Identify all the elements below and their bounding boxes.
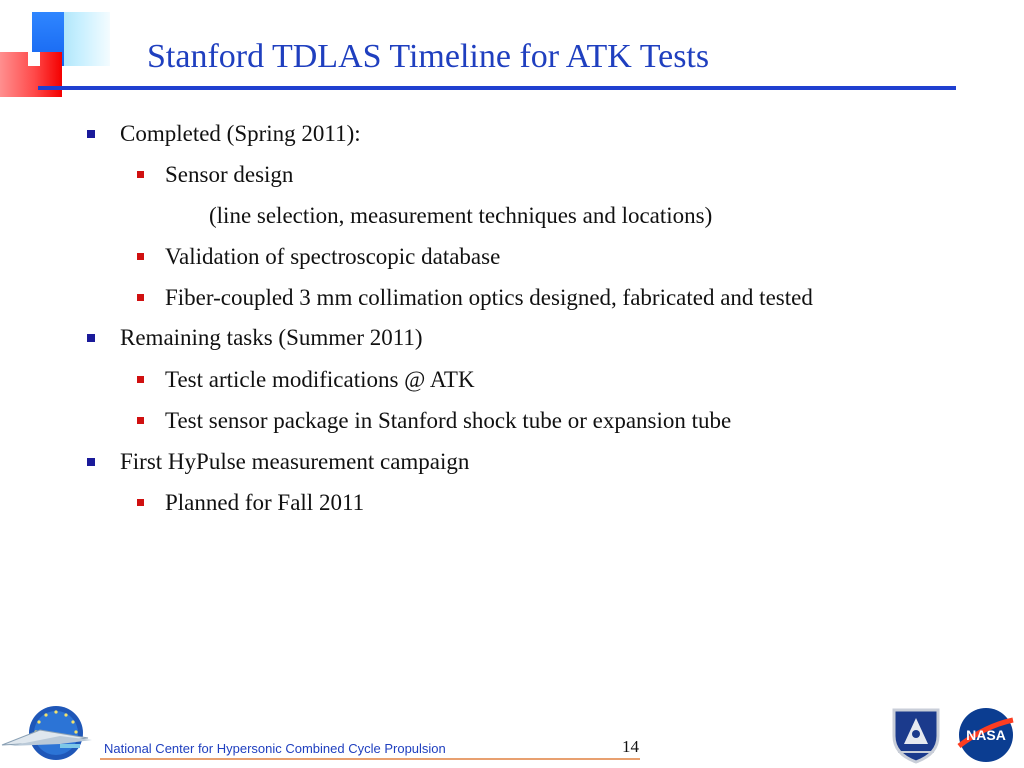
bullet-item: [165, 162, 293, 188]
bullet-text: Remaining tasks (Summer 2011): [120, 325, 423, 350]
bullet-item: [120, 121, 361, 147]
slide-title: Stanford TDLAS Timeline for ATK Tests: [147, 38, 710, 75]
bullet-item: [209, 203, 712, 229]
bullet-square-icon: [87, 130, 95, 138]
bullet-square-icon: [137, 294, 144, 301]
bullet-text: (line selection, measurement techniques and locations): [209, 203, 713, 228]
bullet-text: Fiber-coupled 3 mm collimation optics designed, fabricated and tested: [165, 285, 813, 310]
air-force-shield-icon: [888, 706, 944, 764]
bullet-square-icon: [87, 334, 95, 342]
footer-organization: National Center for Hypersonic Combined Cycle Propulsion: [104, 741, 446, 756]
footer-underline: [100, 758, 640, 760]
bullet-square-icon: [87, 458, 95, 466]
bullet-text: Completed (Spring 2011):: [120, 121, 361, 146]
bullet-square-icon: [137, 376, 144, 383]
nasa-logo-icon: [955, 706, 1017, 764]
bullet-item: [165, 367, 475, 393]
bullet-item: [120, 325, 423, 351]
bullet-square-icon: [137, 417, 144, 424]
bullet-text: Test article modifications @ ATK: [165, 367, 475, 392]
bullet-text: Validation of spectroscopic database: [165, 244, 501, 269]
bullet-text: Planned for Fall 2011: [165, 490, 365, 515]
bullet-text: Sensor design: [165, 162, 294, 187]
bullet-item: [165, 244, 500, 270]
bullet-square-icon: [137, 253, 144, 260]
page-number: 14: [622, 737, 639, 756]
bullet-item: [165, 285, 813, 311]
bullet-square-icon: [137, 171, 144, 178]
bullet-text: Test sensor package in Stanford shock tube or expansion tube: [165, 408, 732, 433]
bullet-square-icon: [137, 499, 144, 506]
nasa-wordmark: NASA: [966, 727, 1006, 743]
bullet-item: [165, 408, 731, 434]
center-logo-icon: [0, 700, 95, 762]
bullet-item: [120, 449, 469, 475]
bullet-item: [165, 490, 364, 516]
bullet-text: First HyPulse measurement campaign: [120, 449, 470, 474]
